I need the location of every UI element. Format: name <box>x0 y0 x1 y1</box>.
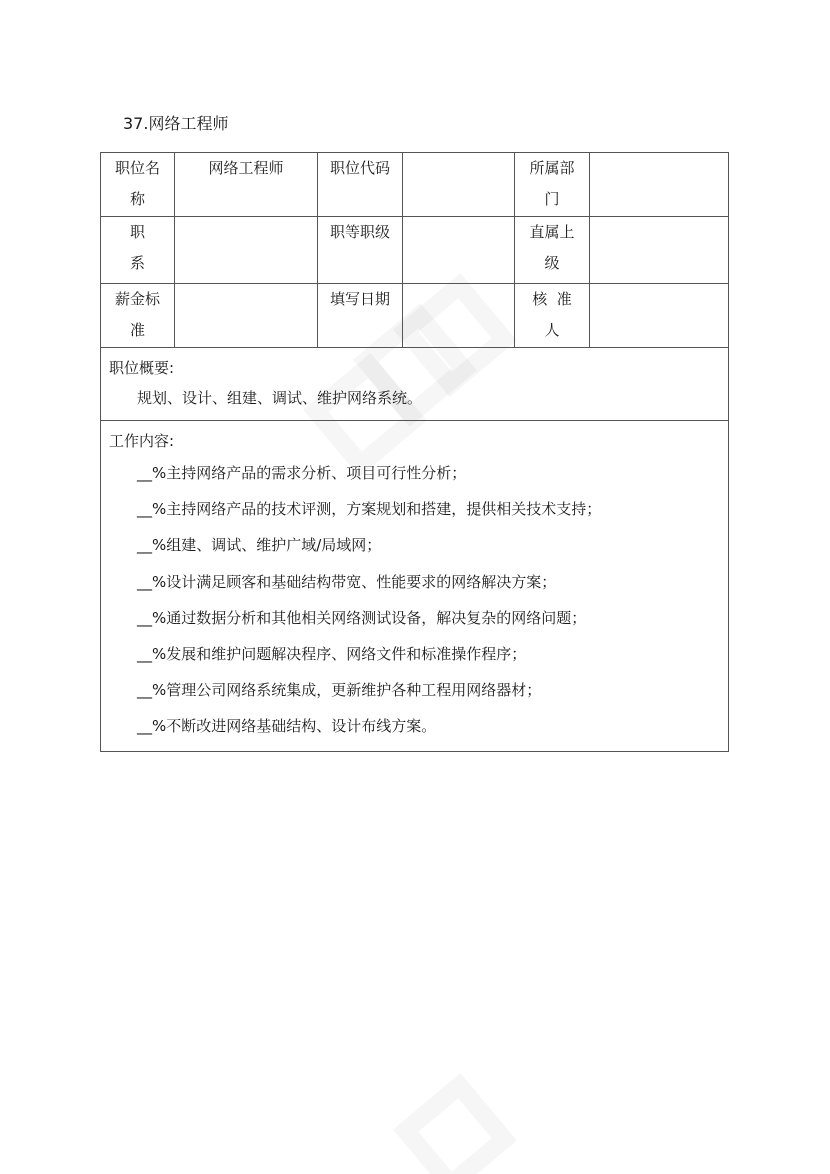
value-position-name: 网络工程师 <box>175 153 318 217</box>
list-item: __%不断改进网络基础结构、设计布线方案。 <box>137 717 437 736</box>
list-item: __%发展和维护问题解决程序、网络文件和标准操作程序； <box>137 645 527 664</box>
work-heading: 工作内容: <box>109 432 175 450</box>
list-item: __%设计满足顾客和基础结构带宽、性能要求的网络解决方案； <box>137 572 557 591</box>
summary-heading: 职位概要: <box>109 359 175 377</box>
summary-text: 规划、设计、组建、调试、维护网络系统。 <box>137 389 423 407</box>
value-grade-level <box>403 217 515 284</box>
label-department: 所属部 门 <box>515 153 590 217</box>
value-job-family <box>175 217 318 284</box>
label-position-code: 职位代码 <box>318 153 403 217</box>
value-position-code <box>403 153 515 217</box>
table-row <box>101 284 729 348</box>
table-row <box>101 217 729 284</box>
summary-section <box>101 348 729 421</box>
work-content-section <box>101 421 729 752</box>
value-approver <box>590 284 729 348</box>
list-item: __%通过数据分析和其他相关网络测试设备，解决复杂的网络问题； <box>137 608 587 627</box>
value-department <box>590 153 729 217</box>
list-item: __%主持网络产品的技术评测，方案规划和搭建，提供相关技术支持； <box>137 500 602 519</box>
label-direct-supervisor: 直属上 级 <box>515 217 590 284</box>
label-salary-standard: 薪金标 准 <box>101 284 175 348</box>
value-direct-supervisor <box>590 217 729 284</box>
document-title: 37.网络工程师 <box>123 114 229 133</box>
label-fill-date: 填写日期 <box>318 284 403 348</box>
list-item: __%组建、调试、维护广域/局域网； <box>137 536 382 555</box>
job-description-table <box>100 152 729 752</box>
table-row <box>101 421 729 752</box>
list-item: __%管理公司网络系统集成，更新维护各种工程用网络器材； <box>137 681 542 700</box>
table-row <box>101 348 729 421</box>
label-position-name: 职位名 称 <box>101 153 175 217</box>
label-grade-level: 职等职级 <box>318 217 403 284</box>
label-approver: 核 准 人 <box>515 284 590 348</box>
table-row <box>101 153 729 217</box>
value-fill-date <box>403 284 515 348</box>
value-salary-standard <box>175 284 318 348</box>
list-item: __%主持网络产品的需求分析、项目可行性分析； <box>137 464 467 482</box>
label-job-family: 职 系 <box>101 217 175 284</box>
